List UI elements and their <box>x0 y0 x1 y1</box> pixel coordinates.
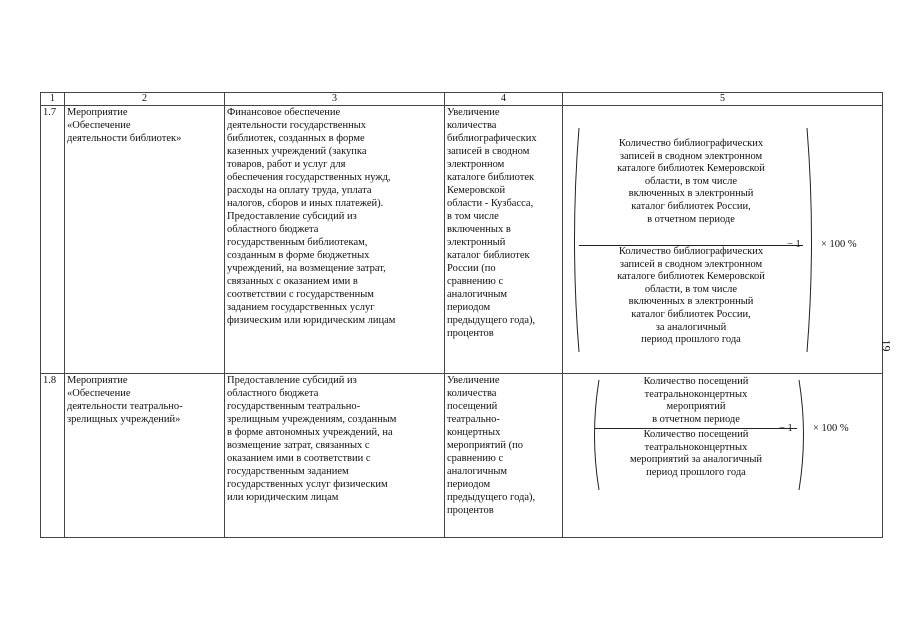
finance-description: Финансовое обеспечение деятельности государственных библиотек, созданных в форме казенных учреждений (закупка товаров, работ и услуг для обеспечения государственных нужд, расходы на оплату труда, уплата налогов, сборов и иных платежей). Предоставление субсидий из областного бюджета государственным библиотекам, созданным в форме бюджетных учреждений, на возмещение затрат, связанных с оказанием ими в соответствии с государственным заданием государственных услуг физическим или юридическим лицам <box>225 106 445 374</box>
event-name: Мероприятие «Обеспечение деятельности библиотек» <box>65 106 225 374</box>
formula-cell <box>563 106 883 374</box>
times-100-percent: × 100 % <box>821 239 857 250</box>
minus-one: − 1 <box>787 239 801 250</box>
header-cell-5: 5 <box>563 93 883 106</box>
header-row <box>41 93 883 106</box>
right-paren <box>797 378 809 492</box>
row-number: 1.8 <box>41 374 65 538</box>
formula-numerator: Количество посещений театральноконцертных мероприятий в отчетном периоде <box>643 376 749 425</box>
header-cell-4: 4 <box>445 93 563 106</box>
header-cell-3: 3 <box>225 93 445 106</box>
right-paren <box>805 126 817 354</box>
formula <box>565 374 880 536</box>
formula-numerator: Количество библиографических записей в сводном электронном каталоге библиотек Кемеровской области, в том числе включенных в электронный каталог библиотек России, в отчетном периоде <box>617 138 765 225</box>
formula-denominator: Количество посещений театральноконцертных мероприятий за аналогичный период прошлого года <box>629 429 763 478</box>
formula <box>565 106 880 372</box>
event-name: Мероприятие «Обеспечение деятельности театрально- зрелищных учреждений» <box>65 374 225 538</box>
indicator-description: Увеличение количества библиографических записей в сводном электронном каталоге библиотек Кемеровской области - Кузбасса, в том числе включенных в электронный каталог библиотек России (по сравнению с аналогичным периодом предыдущего года), процентов <box>445 106 563 374</box>
formula-denominator: Количество библиографических записей в сводном электронном каталоге библиотек Кемеровской области, в том числе включенных в электронный каталог библиотек России, за аналогичный период прошлого года <box>617 246 765 346</box>
formula-cell <box>563 374 883 538</box>
row-number: 1.7 <box>41 106 65 374</box>
indicators-table <box>40 92 883 538</box>
table-row <box>41 374 883 538</box>
table-row <box>41 106 883 374</box>
finance-description: Предоставление субсидий из областного бюджета государственным театрально- зрелищным учреждениям, созданным в форме автономных учреждений, на возмещение затрат, связанных с оказанием ими в соответствии с государственным заданием государственных услуг физическим или юридическим лицам <box>225 374 445 538</box>
header-cell-1: 1 <box>41 93 65 106</box>
page-number: 19 <box>879 339 894 352</box>
indicator-description: Увеличение количества посещений театрально- концертных мероприятий (по сравнению с аналогичным периодом предыдущего года), процентов <box>445 374 563 538</box>
times-100-percent: × 100 % <box>813 423 849 434</box>
header-cell-2: 2 <box>65 93 225 106</box>
minus-one: − 1 <box>779 423 793 434</box>
